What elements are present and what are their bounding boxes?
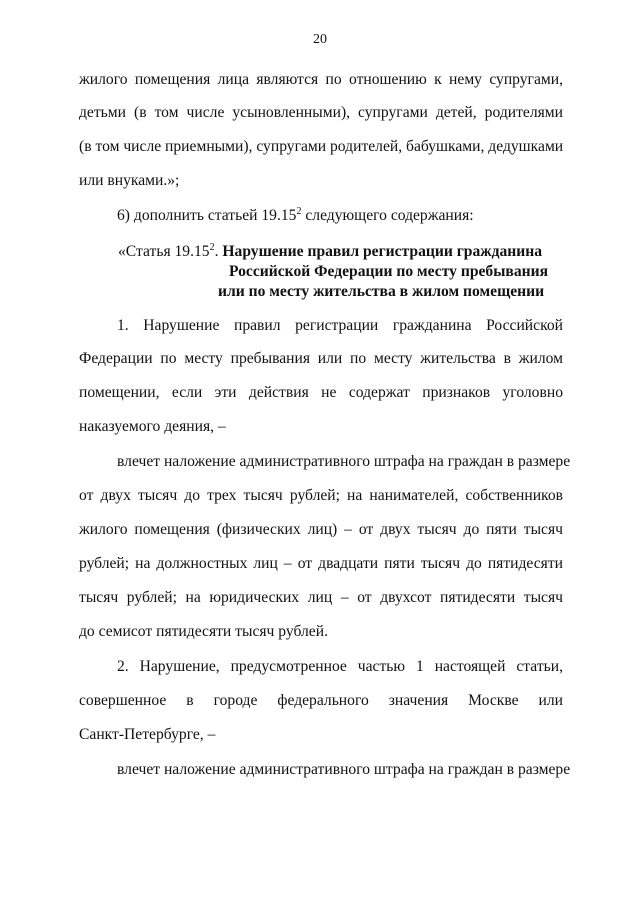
article-dot: . (214, 243, 223, 260)
text-line: совершенное в городе федерального значения Москве или (79, 692, 563, 709)
text-line: влечет наложение административного штрафа на граждан в размере (117, 761, 571, 778)
article-title-line: Нарушение правил регистрации гражданина (222, 243, 543, 260)
text-line: детьми (в том числе усыновленными), супругами детей, родителями (79, 104, 563, 121)
page-number: 20 (313, 32, 327, 47)
text-line: от двух тысяч до трех тысяч рублей; на нанимателей, собственников (79, 487, 563, 504)
article-number: «Статья 19.15 (118, 243, 210, 260)
text-line: до семисот пятидесяти тысяч рублей. (79, 623, 328, 640)
superscript: 2 (296, 205, 302, 217)
amendment-text: 6) дополнить статьей 19.15 (117, 207, 297, 224)
text-line: (в том числе приемными), супругами родителей, бабушками, дедушками (79, 138, 564, 155)
text-line: наказуемого деяния, – (79, 418, 226, 435)
text-line: рублей; на должностных лиц – от двадцати пяти тысяч до пятидесяти (79, 555, 563, 572)
text-line: жилого помещения (физических лиц) – от двух тысяч до пяти тысяч (79, 521, 563, 538)
text-line: Санкт-Петербурге, – (79, 726, 216, 743)
text-line: помещении, если эти действия не содержат признаков уголовно (79, 384, 563, 401)
amendment-text: следующего содержания: (301, 207, 474, 224)
text-line: тысяч рублей; на юридических лиц – от двухсот пятидесяти тысяч (79, 589, 563, 606)
text-line: 1. Нарушение правил регистрации гражданина Российской (117, 317, 563, 334)
article-title-line (218, 282, 544, 302)
text-line: или внуками.»; (79, 172, 180, 189)
text-line: 2. Нарушение, предусмотренное частью 1 настоящей статьи, (117, 658, 563, 675)
article-title-line (229, 262, 548, 282)
text-line: влечет наложение административного штрафа на граждан в размере (117, 453, 571, 470)
article-title-text: Российской Федерации по месту пребывания (229, 263, 549, 280)
text-line: жилого помещения лица являются по отношению к нему супругами, (79, 71, 563, 88)
article-heading (118, 242, 542, 262)
article-title-text: или по месту жительства в жилом помещении (218, 283, 545, 300)
text-line: Федерации по месту пребывания или по месту жительства в жилом (79, 350, 563, 367)
superscript: 2 (209, 241, 215, 253)
amendment-line (117, 206, 474, 226)
